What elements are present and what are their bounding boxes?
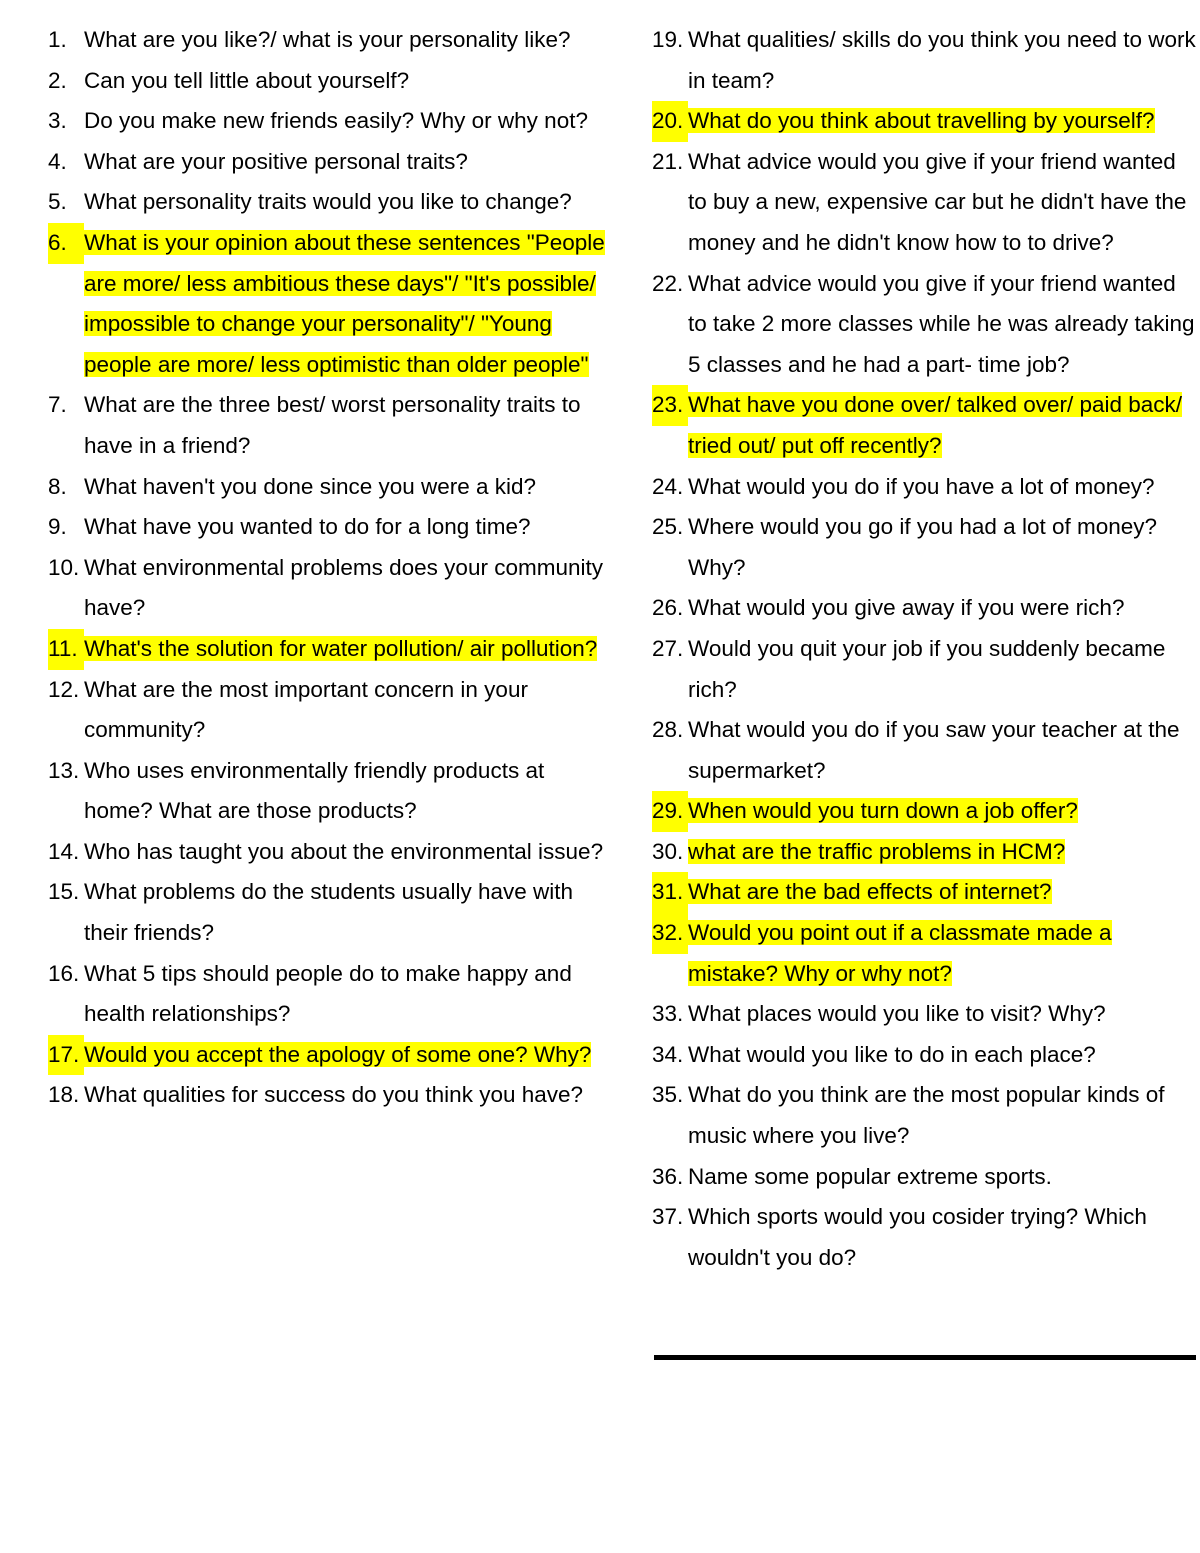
question-item: [652, 1197, 1197, 1278]
question-number: 2.: [48, 67, 67, 93]
question-text-content: What have you wanted to do for a long time?: [84, 514, 531, 540]
question-text-content: Where would you go if you had a lot of money? Why?: [688, 514, 1158, 580]
question-text-content: What is your opinion about these sentences "People are more/ less ambitious these days"/ "It's possible/ impossible to change your personality"/ "Young people are more/ less optimistic than older people": [84, 229, 605, 377]
question-number: 33.: [652, 1001, 684, 1027]
question-number: 10.: [48, 554, 80, 580]
question-number: 22.: [652, 270, 684, 296]
question-text-content: Can you tell little about yourself?: [84, 67, 410, 93]
question-number: 28.: [652, 717, 684, 743]
question-number: 32.: [652, 913, 688, 954]
question-text: [688, 872, 1197, 913]
question-item: [48, 548, 608, 629]
horizontal-rule: [654, 1355, 1196, 1360]
question-number: 7.: [48, 392, 67, 418]
question-item: [652, 101, 1197, 142]
question-number: 12.: [48, 676, 80, 702]
question-number: 18.: [48, 1082, 80, 1108]
question-text: [688, 264, 1197, 386]
question-text: [688, 588, 1197, 629]
question-item: [48, 954, 608, 1035]
question-item: [48, 832, 608, 873]
question-text-content: What haven't you done since you were a kid?: [84, 473, 537, 499]
question-text: [84, 20, 608, 61]
question-number: 29.: [652, 791, 688, 832]
question-text: [688, 913, 1197, 994]
question-number: 30.: [652, 838, 684, 864]
question-text: [84, 629, 608, 670]
question-item: [652, 629, 1197, 710]
question-text: [84, 507, 608, 548]
question-number: 3.: [48, 108, 67, 134]
question-item: [48, 629, 608, 670]
question-item: [48, 1075, 608, 1116]
question-number: 21.: [652, 148, 684, 174]
question-text: [84, 101, 608, 142]
question-number: 8.: [48, 473, 67, 499]
question-text-content: Who has taught you about the environmental issue?: [84, 838, 604, 864]
question-text-content: What 5 tips should people do to make happy and health relationships?: [84, 960, 572, 1027]
question-number: 4.: [48, 148, 67, 174]
question-number: 34.: [652, 1041, 684, 1067]
question-item: [48, 61, 608, 102]
question-item: [652, 832, 1197, 873]
question-item: [652, 994, 1197, 1035]
question-number: 13.: [48, 757, 80, 783]
question-item: [652, 710, 1197, 791]
question-item: [652, 142, 1197, 264]
left-question-column: [48, 20, 608, 1116]
question-number: 15.: [48, 879, 80, 905]
question-number: 19.: [652, 27, 684, 52]
question-item: [48, 142, 608, 183]
question-text: [84, 223, 608, 385]
question-text: [688, 1157, 1197, 1198]
question-text: [84, 385, 608, 466]
question-text-content: What are your positive personal traits?: [84, 148, 468, 174]
question-text: [688, 20, 1197, 101]
question-text: [688, 1035, 1197, 1076]
question-text: [688, 101, 1197, 142]
question-item: [48, 1035, 608, 1076]
question-text: [84, 1075, 608, 1116]
question-item: [48, 182, 608, 223]
question-number: 9.: [48, 514, 67, 540]
question-number: 5.: [48, 189, 67, 215]
question-text-content: What environmental problems does your community have?: [84, 554, 603, 621]
question-text: [84, 142, 608, 183]
question-item: [48, 223, 608, 385]
question-item: [652, 588, 1197, 629]
question-text: [84, 1035, 608, 1076]
question-text-content: What qualities for success do you think you have?: [84, 1082, 584, 1108]
question-text: [688, 791, 1197, 832]
question-text: [84, 954, 608, 1035]
question-text: [84, 182, 608, 223]
question-text-content: Who uses environmentally friendly products at home? What are those products?: [84, 757, 545, 824]
question-text-content: What's the solution for water pollution/ air pollution?: [84, 635, 598, 661]
question-item: [48, 872, 608, 953]
question-item: [652, 791, 1197, 832]
question-item: [652, 467, 1197, 508]
question-text-content: What personality traits would you like to change?: [84, 189, 572, 215]
question-text-content: What would you give away if you were rich?: [688, 595, 1125, 621]
question-text: [688, 994, 1197, 1035]
question-text: [688, 629, 1197, 710]
question-text: [688, 1197, 1197, 1278]
question-item: [48, 101, 608, 142]
question-number: 6.: [48, 223, 84, 264]
question-text-content: What advice would you give if your friend wanted to take 2 more classes while he was already taking 5 classes and he had a part- time job?: [688, 270, 1195, 377]
question-text-content: What are the three best/ worst personality traits to have in a friend?: [84, 392, 581, 458]
question-text-content: What problems do the students usually have with their friends?: [84, 879, 574, 946]
question-text: [688, 710, 1197, 791]
question-text-content: What have you done over/ talked over/ paid back/ tried out/ put off recently?: [688, 392, 1183, 458]
question-item: [652, 1075, 1197, 1156]
question-text-content: What are the most important concern in your community?: [84, 676, 528, 743]
question-number: 1.: [48, 27, 67, 52]
question-text: [688, 385, 1197, 466]
question-number: 36.: [652, 1163, 684, 1189]
question-number: 16.: [48, 960, 80, 986]
question-number: 14.: [48, 838, 80, 864]
question-number: 35.: [652, 1082, 684, 1108]
question-item: [652, 264, 1197, 386]
question-text-content: Name some popular extreme sports.: [688, 1163, 1052, 1189]
question-number: 24.: [652, 473, 684, 499]
question-number: 26.: [652, 595, 684, 621]
question-text-content: Would you quit your job if you suddenly became rich?: [688, 635, 1166, 702]
question-number: 27.: [652, 635, 684, 661]
question-text-content: When would you turn down a job offer?: [688, 798, 1078, 824]
question-number: 17.: [48, 1035, 84, 1076]
question-text-content: What would you like to do in each place?: [688, 1041, 1096, 1067]
question-text-content: What do you think about travelling by yourself?: [688, 108, 1155, 134]
question-text-content: What qualities/ skills do you think you need to work in team?: [688, 27, 1196, 93]
question-text-content: What are the bad effects of internet?: [688, 879, 1052, 905]
question-text: [688, 832, 1197, 873]
question-text-content: What do you think are the most popular kinds of music where you live?: [688, 1082, 1165, 1149]
question-number: 31.: [652, 872, 688, 913]
question-text-content: What would you do if you have a lot of money?: [688, 473, 1155, 499]
question-item: [652, 507, 1197, 588]
question-item: [652, 1035, 1197, 1076]
question-text: [84, 548, 608, 629]
question-text: [84, 872, 608, 953]
question-text: [688, 507, 1197, 588]
question-text-content: What places would you like to visit? Why?: [688, 1001, 1106, 1027]
question-item: [652, 913, 1197, 994]
question-item: [48, 507, 608, 548]
question-number: 23.: [652, 385, 688, 426]
question-text: [84, 751, 608, 832]
question-item: [652, 1157, 1197, 1198]
question-text: [688, 142, 1197, 264]
question-text: [84, 61, 608, 102]
question-text-content: Which sports would you cosider trying? Which wouldn't you do?: [688, 1204, 1147, 1270]
question-text-content: What would you do if you saw your teacher at the supermarket?: [688, 717, 1180, 783]
question-text: [84, 832, 608, 873]
question-item: [48, 20, 608, 61]
question-text: [688, 1075, 1197, 1156]
question-text-content: What are you like?/ what is your personality like?: [84, 27, 571, 52]
question-item: [48, 751, 608, 832]
question-item: [48, 670, 608, 751]
question-text-content: Would you point out if a classmate made a mistake? Why or why not?: [688, 920, 1112, 986]
question-number: 20.: [652, 101, 688, 142]
question-number: 11.: [48, 629, 84, 670]
question-number: 25.: [652, 514, 684, 540]
question-text: [84, 670, 608, 751]
question-item: [48, 385, 608, 466]
question-text-content: Do you make new friends easily? Why or why not?: [84, 108, 588, 134]
question-item: [652, 385, 1197, 466]
question-text-content: What advice would you give if your friend wanted to buy a new, expensive car but he didn't have the money and he didn't know how to to drive?: [688, 148, 1187, 255]
question-text: [84, 467, 608, 508]
question-number: 37.: [652, 1204, 684, 1230]
question-text-content: what are the traffic problems in HCM?: [688, 838, 1066, 864]
question-item: [652, 20, 1197, 101]
question-item: [652, 872, 1197, 913]
question-text-content: Would you accept the apology of some one? Why?: [84, 1041, 592, 1067]
right-question-column: [652, 20, 1197, 1278]
question-text: [688, 467, 1197, 508]
question-item: [48, 467, 608, 508]
